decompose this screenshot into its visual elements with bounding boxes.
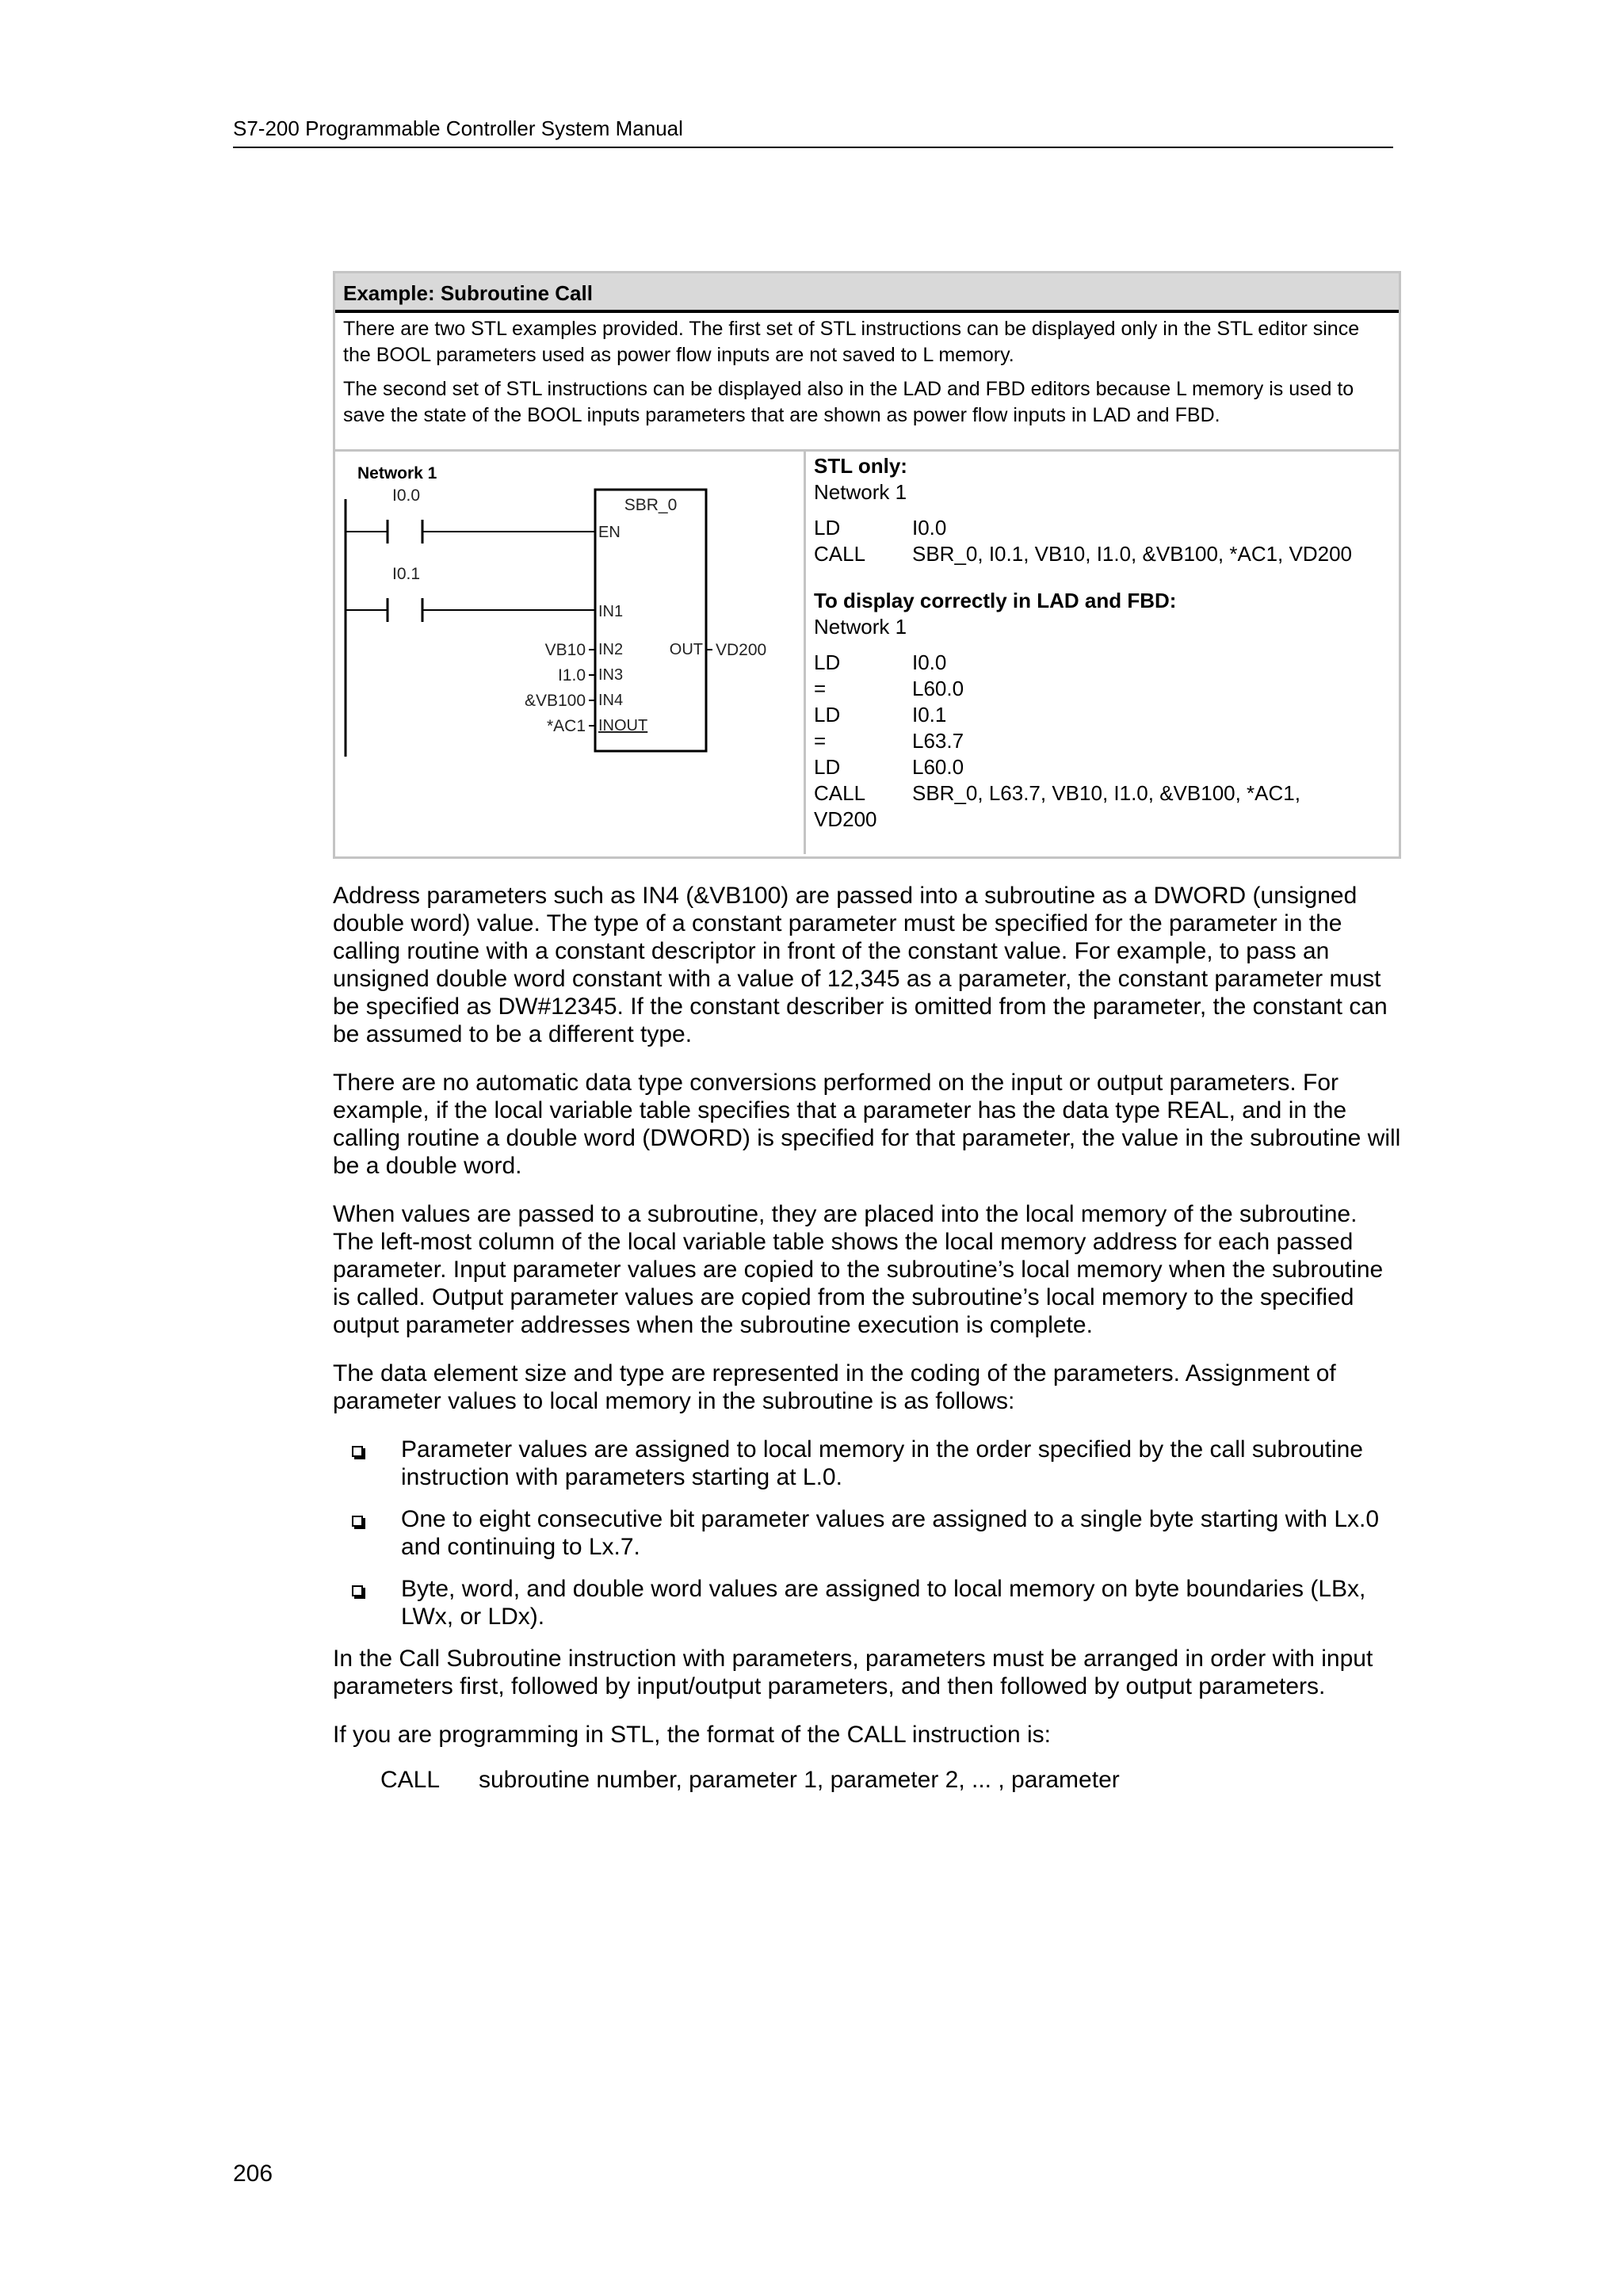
pin-in4: IN4	[598, 692, 624, 709]
list-item-text: Parameter values are assigned to local memory in the order specified by the call subroutine instruction with parameters starting at L.0.	[401, 1436, 1363, 1490]
contact-label: I0.1	[392, 565, 421, 583]
stl-line	[814, 515, 1392, 541]
stl-op: =	[814, 677, 827, 700]
paragraph: The data element size and type are represented in the coding of the parameters. Assignment of parameter values to local memory in the subroutine is as follows:	[333, 1360, 1336, 1414]
stl-network-label: Network 1	[814, 480, 907, 504]
checkbox-bullet-icon	[352, 1516, 363, 1527]
paragraph: In the Call Subroutine instruction with parameters, parameters must be arranged in order with input parameters first, followed by input/output parameters, and then followed by output parameters.	[333, 1646, 1373, 1699]
stl-op: =	[814, 729, 827, 753]
intro-paragraph: The second set of STL instructions can be displayed also in the LAD and FBD editors because L memory is used to save the state of the BOOL inputs parameters that are shown as power flow inputs in LAD and FBD.	[343, 378, 1354, 426]
stl-line	[814, 728, 1392, 754]
stl-arg: L60.0	[912, 677, 964, 700]
paragraph: When values are passed to a subroutine, they are placed into the local memory of the subroutine. The left-most column of the local variable table shows the local memory address for each passed parameter. Input parameter values are copied to the subroutine’s local memory when the subroutine is called. Output parameter values are copied from the subroutine’s local memory to the specified output parameter addresses when the subroutine execution is complete.	[333, 1201, 1384, 1338]
example-body	[335, 452, 1399, 854]
stl-op: CALL	[814, 781, 866, 805]
paragraph: There are no automatic data type conversions performed on the input or output parameters. For example, if the local variable table specifies that a parameter has the data type REAL, and in the calling routine a double word (DWORD) is specified for that parameter, the value in the subroutine will be a double word.	[333, 1070, 1401, 1179]
ladder-diagram	[335, 452, 806, 854]
stl-only-heading: STL only:	[814, 454, 907, 478]
block-name: SBR_0	[624, 496, 678, 514]
call-op: CALL	[380, 1767, 441, 1793]
paragraph: If you are programming in STL, the format of the CALL instruction is:	[333, 1722, 1051, 1748]
stl-arg: I0.1	[912, 703, 947, 727]
stl-line	[814, 780, 1392, 807]
pin-inout: INOUT	[598, 717, 648, 734]
operand-in3: I1.0	[557, 666, 586, 685]
stl-line	[814, 676, 1392, 702]
stl-network-label: Network 1	[814, 615, 907, 639]
paragraph: Address parameters such as IN4 (&VB100) are passed into a subroutine as a DWORD (unsigned double word) value. The type of a constant parameter must be specified for the parameter in the calling routine with a constant descriptor in front of the constant value. For example, to pass an unsigned double word constant with a value of 12,345 as a parameter, the constant parameter must be specified as DW#12345. If the constant describer is omitted from the parameter, the constant can be assumed to be a different type.	[333, 883, 1388, 1047]
stl-arg: SBR_0, I0.1, VB10, I1.0, &VB100, *AC1, VD200	[912, 542, 1353, 566]
operand-in2: VB10	[544, 641, 586, 659]
stl-display-heading: To display correctly in LAD and FBD:	[814, 589, 1177, 612]
stl-arg: I0.0	[912, 650, 947, 674]
pin-out: OUT	[669, 641, 703, 658]
list-item-text: One to eight consecutive bit parameter values are assigned to a single byte starting with Lx.0 and continuing to Lx.7.	[401, 1506, 1380, 1560]
pin-in1: IN1	[598, 603, 624, 620]
page-header	[233, 115, 1393, 148]
contact-label: I0.0	[392, 486, 421, 505]
network-label: Network 1	[357, 464, 437, 482]
list-item	[333, 1505, 1401, 1561]
page-number: 206	[233, 2161, 273, 2187]
checkbox-bullet-icon	[352, 1446, 363, 1457]
stl-line	[814, 650, 1392, 676]
stl-arg: I0.0	[912, 516, 947, 540]
stl-arg: L63.7	[912, 729, 964, 753]
pin-in3: IN3	[598, 666, 624, 684]
stl-arg: SBR_0, L63.7, VB10, I1.0, &VB100, *AC1,	[912, 781, 1300, 805]
stl-line	[814, 702, 1392, 728]
stl-continuation: VD200	[814, 807, 877, 831]
ladder-diagram-panel	[335, 452, 806, 854]
stl-line	[814, 754, 1392, 780]
manual-title: S7-200 Programmable Controller System Manual	[233, 116, 683, 140]
operand-out: VD200	[716, 641, 767, 659]
operand-inout: *AC1	[546, 717, 586, 735]
list-item-text: Byte, word, and double word values are assigned to local memory on byte boundaries (LBx, LWx, or LDx).	[401, 1576, 1366, 1630]
call-format	[333, 1766, 1401, 1794]
pin-en: EN	[598, 524, 621, 541]
stl-op: LD	[814, 703, 841, 727]
example-title: Example: Subroutine Call	[335, 273, 1399, 313]
list-item	[333, 1575, 1401, 1630]
checkbox-bullet-icon	[352, 1585, 363, 1596]
stl-op: LD	[814, 516, 841, 540]
operand-in4: &VB100	[524, 692, 586, 710]
stl-arg: L60.0	[912, 755, 964, 779]
stl-op: LD	[814, 650, 841, 674]
stl-op: LD	[814, 755, 841, 779]
list-item	[333, 1436, 1401, 1491]
intro-paragraph: There are two STL examples provided. The first set of STL instructions can be displayed only in the STL editor since the BOOL parameters used as power flow inputs are not saved to L memory.	[343, 318, 1360, 366]
stl-listing	[814, 453, 1392, 833]
example-intro	[335, 313, 1399, 452]
example-box	[333, 271, 1401, 859]
stl-line	[814, 541, 1392, 567]
call-args: subroutine number, parameter 1, parameter 2, ... , parameter	[479, 1767, 1120, 1793]
body-text	[333, 882, 1401, 1794]
pin-in2: IN2	[598, 641, 624, 658]
stl-op: CALL	[814, 542, 866, 566]
